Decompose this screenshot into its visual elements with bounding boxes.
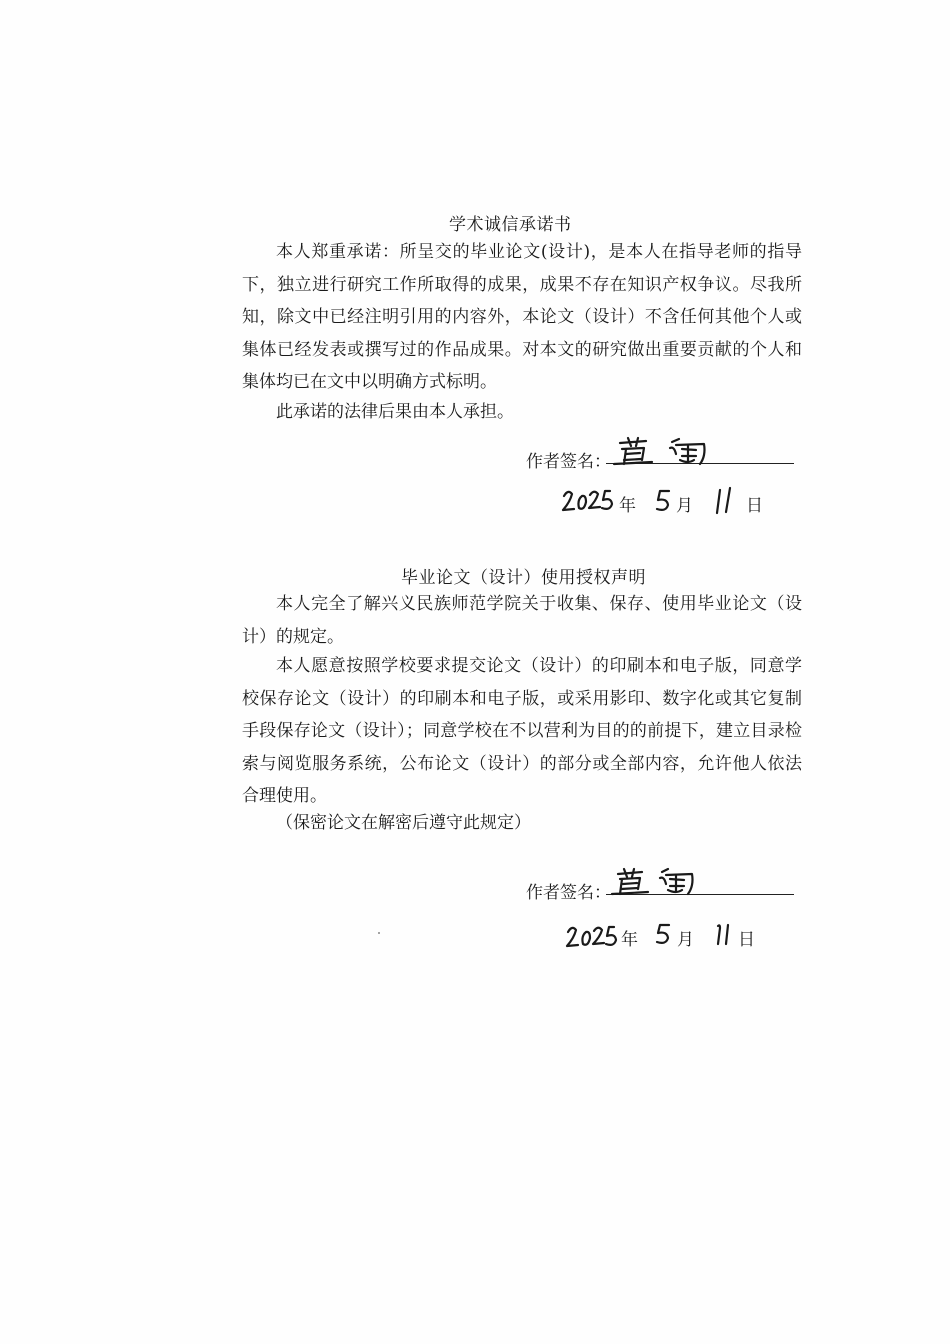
scan-speck [378, 932, 380, 934]
month-unit: 月 [676, 496, 693, 516]
date-row-2 [564, 916, 804, 956]
confidential-note: （保密论文在解密后遵守此规定） [276, 813, 531, 833]
handwritten-day-2 [710, 920, 736, 950]
handwritten-year-2 [564, 920, 622, 950]
signature-label-2: 作者签名： [526, 883, 611, 903]
authorization-awareness: 本人完全了解兴义民族师范学院关于收集、保存、使用毕业论文（设计）的规定。 [242, 594, 802, 647]
handwritten-month [654, 487, 676, 515]
year-unit: 年 [619, 496, 636, 516]
handwritten-signature-2 [610, 866, 702, 900]
integrity-pledge-title: 学术诚信承诺书 [449, 215, 572, 235]
day-unit-2: 日 [738, 930, 755, 950]
handwritten-month-2 [654, 920, 676, 948]
usage-authorization-title: 毕业论文（设计）使用授权声明 [401, 568, 646, 588]
integrity-pledge-liability: 此承诺的法律后果由本人承担。 [276, 402, 514, 422]
signature-label: 作者签名： [526, 452, 611, 472]
handwritten-signature [606, 436, 718, 470]
day-unit: 日 [746, 496, 763, 516]
handwritten-year [560, 486, 618, 516]
month-unit-2: 月 [677, 930, 694, 950]
integrity-pledge-body: 本人郑重承诺：所呈交的毕业论文(设计)，是本人在指导老师的指导下，独立进行研究工作所取得的成果，成果不存在知识产权争议。尽我所知，除文中已经注明引用的内容外，本论文（设计）不含任何其他个人或集体已经发表或撰写过的作品成果。对本文的研究做出重要贡献的个人和集体均已在文中以明确方式标明。 [242, 242, 802, 392]
handwritten-day [710, 485, 738, 517]
year-unit-2: 年 [621, 930, 638, 950]
authorization-consent: 本人愿意按照学校要求提交论文（设计）的印刷本和电子版，同意学校保存论文（设计）的印刷本和电子版，或采用影印、数字化或其它复制手段保存论文（设计）；同意学校在不以营利为目的的前提下，建立目录检索与阅览服务系统，公布论文（设计）的部分或全部内容，允许他人依法合理使用。 [242, 656, 802, 806]
date-row [560, 483, 800, 523]
